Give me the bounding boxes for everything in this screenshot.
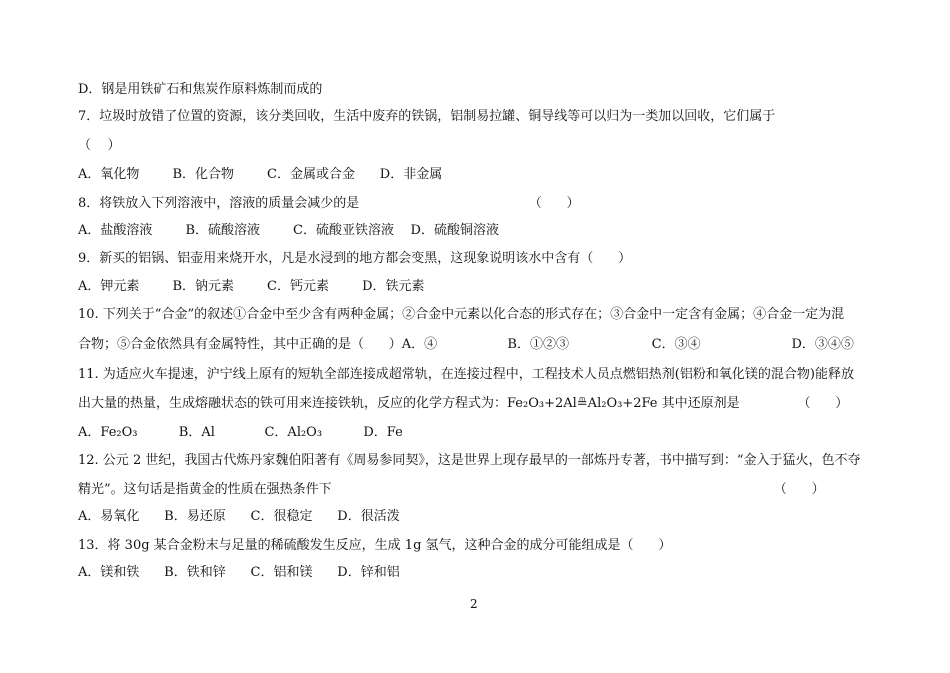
question-12-options: A．易氧化 B．易还原 C．很稳定 D．很活泼 — [78, 509, 400, 524]
question-11: 11. 为适应火车提速，沪宁线上原有的短轨全部连接成超常轨，在连接过程中，工程技术人员点燃铝热剂(铝粉和氧化镁的混合物)能释放 — [78, 367, 854, 382]
question-7-options: A．氧化物 B．化合物 C．金属或合金 D．非金属 — [78, 167, 443, 182]
question-11-continued: 出大量的热量，生成熔融状态的铁可用来连接铁轨，反应的化学方程式为：Fe₂O₃+2Al≞Al₂O₃+2Fe 其中还原剂是 （ ） — [78, 396, 849, 411]
question-8-options: A．盐酸溶液 B．硫酸溶液 C．硫酸亚铁溶液 D．硫酸铜溶液 — [78, 223, 499, 238]
question-12: 12. 公元 2 世纪，我国古代炼丹家魏伯阳著有《周易参同契》，这是世界上现存最早的一部炼丹专著，书中描写到：“金入于猛火，色不夺 — [78, 453, 861, 468]
question-9-options: A．钾元素 B．钠元素 C．钙元素 D．铁元素 — [78, 279, 425, 294]
question-10: 10. 下列关于“合金”的叙述①合金中至少含有两种金属；②合金中元素以化合态的形式存在；③合金中一定含有金属；④合金一定为混 — [78, 307, 845, 322]
option-d-steel: D．钢是用铁矿石和焦炭作原料炼制而成的 — [78, 82, 323, 97]
question-12-continued: 精光”。这句话是指黄金的性质在强热条件下 （ ） — [78, 482, 825, 497]
question-7: 7．垃圾时放错了位置的资源，该分类回收，生活中废弃的铁锅，铝制易拉罐、铜导线等可以归为一类加以回收，它们属于 — [78, 109, 776, 124]
question-8: 8．将铁放入下列溶液中，溶液的质量会减少的是 （ ） — [78, 196, 580, 211]
page-number: 2 — [470, 597, 478, 611]
question-7-blank: （ ） — [78, 138, 121, 153]
question-9: 9．新买的铝锅、铝壶用来烧开水，凡是水浸到的地方都会变黑，这现象说明该水中含有（ ） — [78, 251, 632, 266]
question-13: 13．将 30g 某合金粉末与足量的稀硫酸发生反应，生成 1g 氢气，这种合金的成分可能组成是（ ） — [78, 538, 672, 553]
question-13-options: A．镁和铁 B．铁和锌 C．铝和镁 D．锌和铝 — [78, 565, 400, 580]
question-11-options: A．Fe₂O₃ B．Al C．Al₂O₃ D．Fe — [78, 425, 403, 440]
question-10-continued: 合物；⑤合金依然具有金属特性，其中正确的是（ ）A．④ B．①②③ C．③④ D．③④⑤ — [78, 337, 854, 352]
